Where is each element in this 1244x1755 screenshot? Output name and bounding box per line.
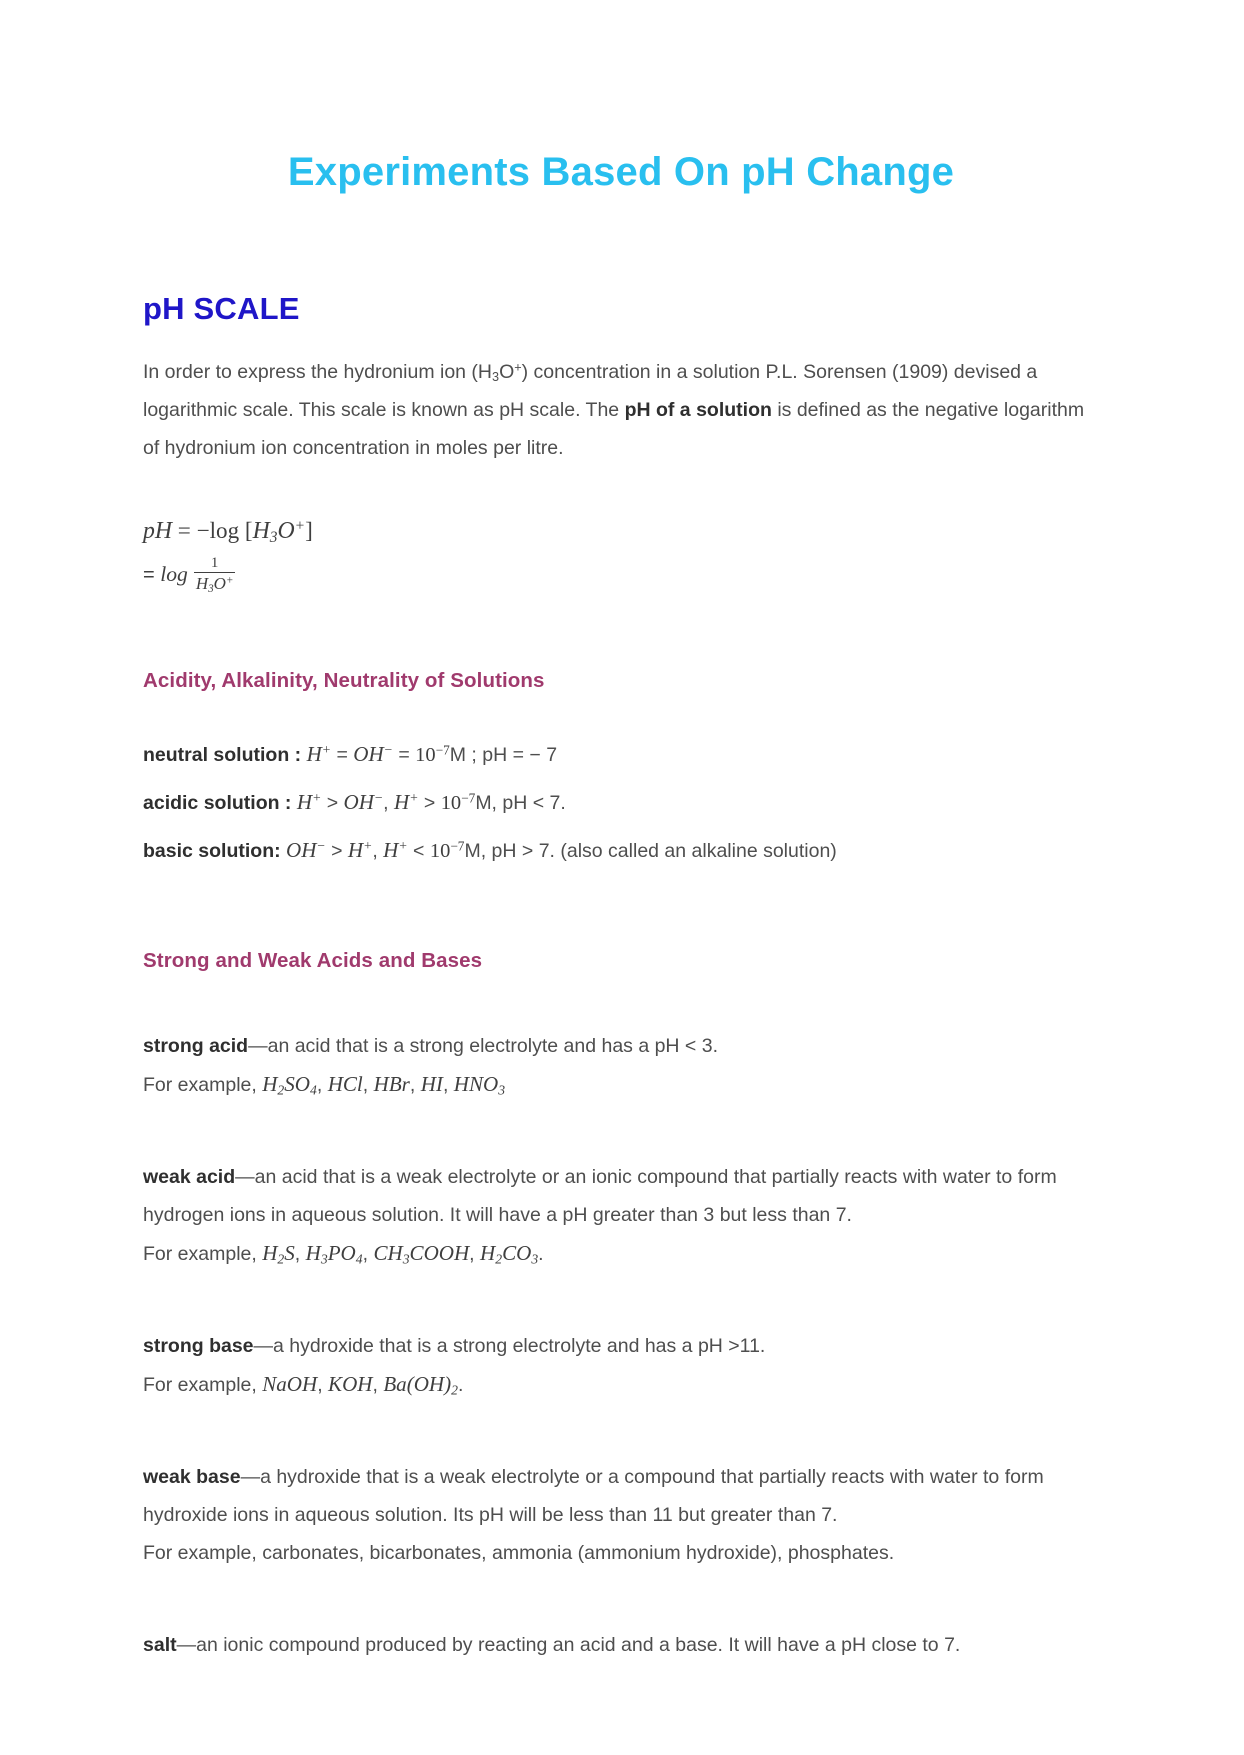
salt-text: salt—an ionic compound produced by reacting an acid and a base. It will have a pH close to 7. bbox=[143, 1633, 961, 1656]
fraction bbox=[194, 555, 236, 595]
solution-types-block bbox=[143, 731, 1099, 875]
salt-definition bbox=[143, 1626, 1099, 1664]
document-title: Experiments Based On pH Change bbox=[287, 150, 955, 194]
weak-base-definition bbox=[143, 1458, 1099, 1572]
strong-acid-definition bbox=[143, 1027, 1099, 1104]
ph-formula-line-2 bbox=[143, 555, 1099, 595]
strong-base-examples: For example, NaOH, KOH, $Ba(OH)_2$. bbox=[143, 1371, 464, 1397]
ph-scale-heading: pH SCALE bbox=[143, 291, 300, 326]
neutral-solution-line: neutral solution : $H^+ = OH^- = 10^{-7}M$ ; pH = − 7 bbox=[143, 741, 558, 766]
ph-formula-line-2-prefix: = log bbox=[143, 562, 188, 587]
weak-acid-examples: For example, $H_2S$, $H_3PO_4$, $CH_3COOH$, $H_2CO_3$. bbox=[143, 1240, 544, 1266]
acidity-subheading: Acidity, Alkalinity, Neutrality of Solutions bbox=[143, 668, 545, 692]
strong-acid-text: strong acid—an acid that is a strong electrolyte and has a pH < 3. bbox=[143, 1034, 719, 1057]
weak-base-text: weak base—a hydroxide that is a weak electrolyte or a compound that partially reacts with water to form hydroxide ions in aqueous solution. Its pH will be less than 11 but greater than 7. bbox=[143, 1465, 1044, 1526]
basic-solution-line: basic solution: OH− > H+, $H^+ < 10^{-7}M$, pH > 7. (also called an alkaline solution) bbox=[143, 837, 837, 862]
acidic-solution-line: acidic solution : H+ > OH−, $H^+ > 10^{-7}M$, pH < 7. bbox=[143, 789, 566, 814]
strength-subheading: Strong and Weak Acids and Bases bbox=[143, 948, 483, 972]
fraction-numerator: 1 bbox=[194, 555, 236, 573]
fraction-denominator: $H_3O^+$ bbox=[195, 574, 234, 595]
strong-acid-examples: For example, $H_2SO_4$, HCl, HBr, HI, $HNO_3$ bbox=[143, 1071, 506, 1097]
weak-acid-text: weak acid—an acid that is a weak electrolyte or an ionic compound that partially reacts with water to form hydrogen ions in aqueous solution. It will have a pH greater than 3 but less than 7. bbox=[143, 1165, 1057, 1226]
ph-formula-line-1: pH = −log $[H_3O^+]$ bbox=[143, 517, 313, 546]
weak-base-examples: For example, carbonates, bicarbonates, ammonia (ammonium hydroxide), phosphates. bbox=[143, 1541, 895, 1564]
weak-acid-definition bbox=[143, 1158, 1099, 1273]
ph-formula-block bbox=[143, 515, 1099, 595]
strong-base-definition bbox=[143, 1327, 1099, 1404]
strong-base-text: strong base—a hydroxide that is a strong electrolyte and has a pH >11. bbox=[143, 1334, 766, 1357]
intro-paragraph: In order to express the hydronium ion $(H_3O^+)$ concentration in a solution P.L. Sorensen (1909) devised a logarithmic scale. This scale is known as pH scale. The pH of a solution is defined as the negative logarithm of hydronium ion concentration in moles per litre. bbox=[143, 360, 1085, 459]
